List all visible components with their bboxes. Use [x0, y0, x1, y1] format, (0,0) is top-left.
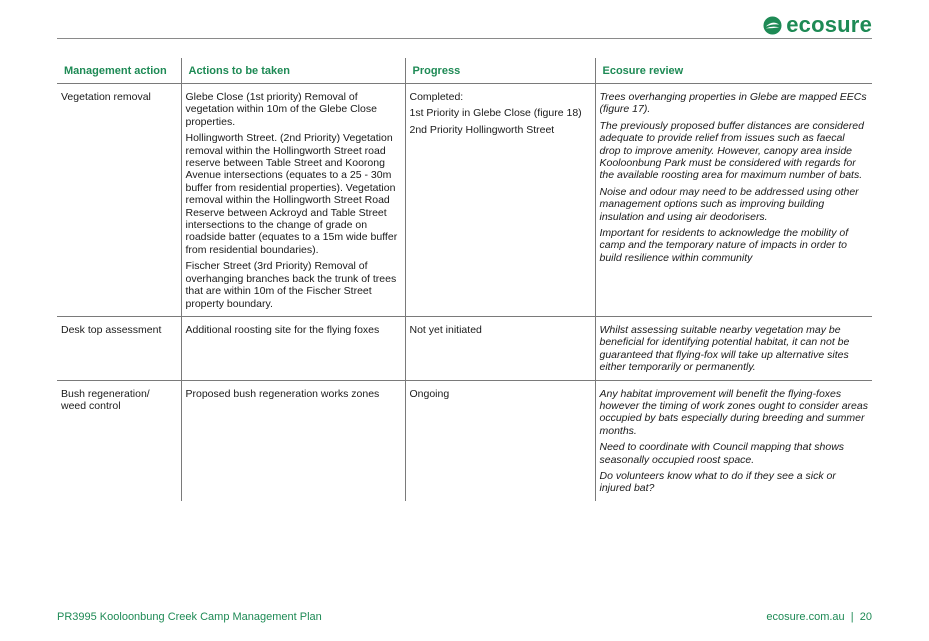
review-paragraph: Do volunteers know what to do if they see a sick or injured bat?	[599, 469, 836, 495]
cell-progress	[405, 380, 595, 501]
column-header-management-action: Management action	[57, 58, 181, 84]
column-header-ecosure-review: Ecosure review	[595, 58, 872, 84]
footer-page-info: ecosure.com.au | 20	[766, 611, 872, 623]
progress-line: 1st Priority in Glebe Close (figure 18)	[409, 107, 582, 120]
review-paragraph: Whilst assessing suitable nearby vegetation may be beneficial for identifying potential habitat, it can not be guaranteed that flying-fox will take up alternative sites either temporarily or permanently.	[599, 323, 850, 374]
footer-document-title: PR3995 Kooloonbung Creek Camp Management Plan	[57, 611, 322, 623]
progress-line: 2nd Priority Hollingworth Street	[409, 123, 555, 136]
ecosure-leaf-icon	[763, 16, 782, 35]
review-paragraph: Any habitat improvement will benefit the flying-foxes however the timing of work zones ought to consider areas occupied by bats especially during breeding and summer months.	[599, 387, 868, 437]
cell-actions-to-be-taken	[181, 316, 405, 380]
cell-actions-to-be-taken	[181, 84, 405, 317]
column-header-progress: Progress	[405, 58, 595, 84]
review-paragraph: Important for residents to acknowledge the mobility of camp and the temporary nature of impacts in order to build resilience within community	[599, 227, 849, 264]
review-paragraph: Noise and odour may need to be addressed using other management options such as improving building insulation and using air deodorisers.	[599, 185, 859, 223]
table-row	[57, 84, 872, 317]
action-paragraph: Additional roosting site for the flying foxes	[185, 323, 380, 336]
cell-ecosure-review	[595, 380, 872, 501]
table-row	[57, 316, 872, 380]
action-paragraph: Glebe Close (1st priority) Removal of vegetation within 10m of the Glebe Close properties.	[185, 91, 377, 128]
progress-line: Completed:	[409, 91, 464, 103]
ecosure-logo	[763, 12, 872, 38]
cell-progress	[405, 316, 595, 380]
logo-text: ecosure	[786, 12, 872, 37]
table-header-row	[57, 58, 872, 84]
cell-management-action: Desk top assessment	[57, 316, 181, 380]
cell-actions-to-be-taken	[181, 380, 405, 501]
review-paragraph: Need to coordinate with Council mapping that shows seasonally occupied roost space.	[599, 441, 845, 466]
management-actions-table	[57, 58, 872, 501]
column-header-actions-to-be-taken: Actions to be taken	[181, 58, 405, 84]
table-row	[57, 380, 872, 501]
progress-line: Ongoing	[409, 387, 450, 400]
cell-ecosure-review	[595, 84, 872, 317]
action-paragraph: Fischer Street (3rd Priority) Removal of overhanging branches back the trunk of trees that are within 10m of the Fischer Street property boundary.	[185, 260, 397, 310]
header-divider	[57, 38, 872, 39]
cell-management-action: Vegetation removal	[57, 84, 181, 317]
review-paragraph: The previously proposed buffer distances are considered adequate to provide relief from issues such as faecal drop to improve amenity. However, canopy area inside Kooloonbung Park must be considered with regards for the available roosting area for maximum number of bats.	[599, 119, 864, 182]
progress-line: Not yet initiated	[409, 323, 482, 336]
action-paragraph: Hollingworth Street. (2nd Priority) Vegetation removal within the Hollingworth Street road reserve between Table Street and Koorong Avenue intersections (equates to a 25 - 30m buffer from residential properties). Vegetation removal within the Hollingworth Street Road Reserve between Ackroyd and Table Street intersections to the change of grade on roadside batter (equates to a 15m wide buffer from residential boundaries).	[185, 132, 398, 256]
cell-management-action: Bush regeneration/ weed control	[61, 387, 150, 412]
action-paragraph: Proposed bush regeneration works zones	[185, 387, 380, 400]
cell-ecosure-review	[595, 316, 872, 380]
review-paragraph: Trees overhanging properties in Glebe are mapped EECs (figure 17).	[599, 91, 867, 116]
cell-progress	[405, 84, 595, 317]
